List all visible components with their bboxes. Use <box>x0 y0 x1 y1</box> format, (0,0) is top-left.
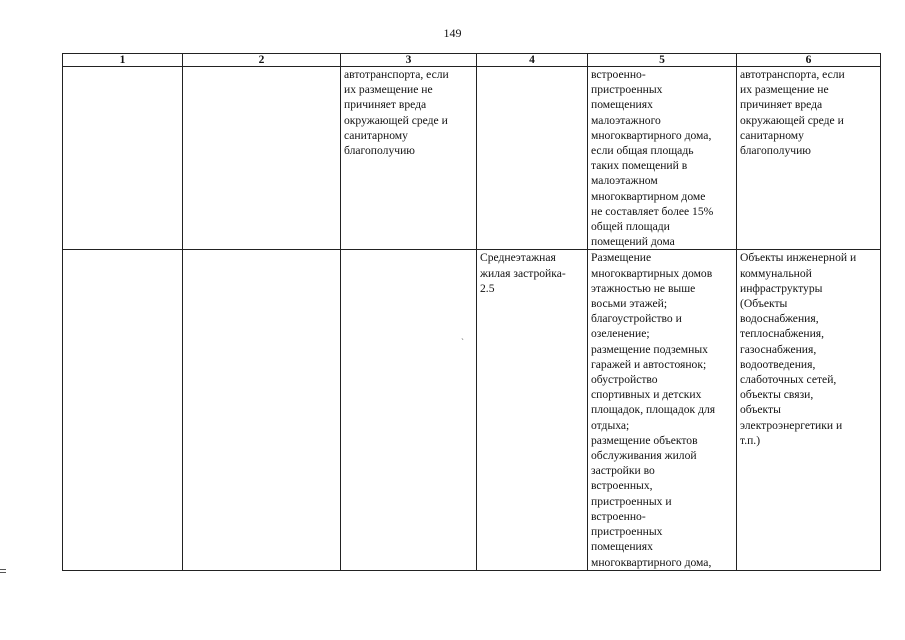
column-header: 3 <box>341 54 477 67</box>
column-header: 4 <box>477 54 588 67</box>
table-cell: Среднеэтажная жилая застройка- 2.5 <box>477 250 588 570</box>
column-header: 6 <box>737 54 881 67</box>
column-header: 5 <box>588 54 737 67</box>
table-cell <box>341 250 477 570</box>
table-row <box>63 67 881 250</box>
margin-mark <box>0 569 6 573</box>
table-cell <box>183 67 341 250</box>
table-row <box>63 250 881 570</box>
column-header: 2 <box>183 54 341 67</box>
table-cell: Объекты инженерной и коммунальной инфраструктуры (Объекты водоснабжения, теплоснабжения, газоснабжения, водоотведения, слаботочных сетей, объекты связи, объекты электроэнергетики и т.п.) <box>737 250 881 570</box>
table-cell <box>63 67 183 250</box>
table-cell <box>63 250 183 570</box>
table-cell: автотранспорта, если их размещение не причиняет вреда окружающей среде и санитарному благополучию <box>341 67 477 250</box>
table-cell: Размещение многоквартирных домов этажностью не выше восьми этажей; благоустройство и озеленение; размещение подземных гаражей и автостоянок; обустройство спортивных и детских площадок, площадок для отдыха; размещение объектов обслуживания жилой застройки во встроенных, пристроенных и встроенно- пристроенных помещениях многоквартирного дома, <box>588 250 737 570</box>
table-header-row <box>63 54 881 67</box>
table-cell: автотранспорта, если их размещение не причиняет вреда окружающей среде и санитарному благополучию <box>737 67 881 250</box>
land-use-table <box>62 53 881 571</box>
table-cell <box>477 67 588 250</box>
table-cell <box>183 250 341 570</box>
page-number: 149 <box>443 26 462 40</box>
scan-speck: ` <box>461 337 464 347</box>
column-header: 1 <box>63 54 183 67</box>
table-cell: встроенно- пристроенных помещениях малоэтажного многоквартирного дома, если общая площадь таких помещений в малоэтажном многоквартирном доме не составляет более 15% общей площади помещений дома <box>588 67 737 250</box>
